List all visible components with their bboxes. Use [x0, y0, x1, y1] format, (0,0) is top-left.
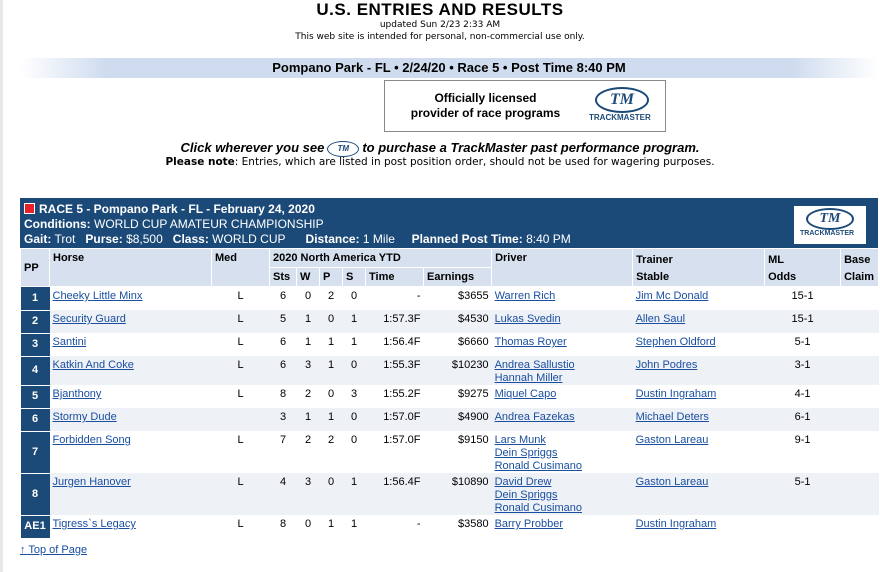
trackmaster-wordmark-small: TRACKMASTER [800, 230, 855, 237]
trainer-link[interactable]: John Podres [635, 359, 698, 371]
driver-link[interactable]: Dein Spriggs [494, 489, 558, 501]
places: 0 [327, 388, 335, 400]
starts: 8 [279, 388, 287, 400]
trainer-link[interactable]: Allen Saul [635, 313, 686, 325]
top-of-page-link[interactable]: ↑ Top of Page [20, 544, 88, 556]
race-purse: $8,500 [126, 232, 163, 246]
starts: 4 [270, 473, 297, 515]
driver-link[interactable]: Ronald Cusimano [494, 502, 582, 514]
morning-line-odds: 3-1 [765, 356, 841, 385]
morning-line-odds: 5-1 [794, 336, 811, 348]
shows: 0 [343, 408, 366, 431]
wins: 3 [297, 356, 320, 385]
driver-link[interactable]: Ronald Cusimano [494, 460, 582, 472]
medication: L [237, 290, 244, 302]
wins: 0 [304, 518, 312, 530]
table-row [21, 431, 879, 473]
trainer-link[interactable]: Gaston Lareau [635, 476, 709, 488]
base-claim [841, 333, 879, 356]
medication: L [237, 336, 244, 348]
post-position: 1 [21, 287, 50, 311]
shows: 0 [343, 356, 366, 385]
medication: L [237, 518, 244, 530]
morning-line-odds: 5-1 [765, 473, 841, 515]
starts: 3 [270, 408, 297, 431]
horse-link[interactable]: Santini [52, 336, 87, 348]
table-row [21, 310, 879, 333]
morning-line-odds: 4-1 [794, 388, 811, 400]
shows: 1 [343, 473, 366, 515]
wins: 1 [304, 336, 312, 348]
table-row [21, 515, 879, 538]
trackmaster-logo-small[interactable] [794, 206, 866, 244]
col-med: Med [212, 249, 270, 287]
best-time: 1:57.0F [366, 408, 424, 431]
col-p: P [320, 268, 343, 287]
post-position: 5 [21, 385, 50, 408]
best-time: 1:56.4F [383, 336, 421, 348]
table-row [21, 385, 879, 408]
driver-link[interactable]: Hannah Miller [494, 372, 563, 384]
col-pp: PP [21, 249, 50, 287]
table-row [21, 333, 879, 356]
medication: L [212, 356, 270, 385]
post-position: 4 [21, 356, 50, 385]
table-row [21, 287, 879, 311]
base-claim [841, 431, 879, 473]
wins: 0 [304, 290, 312, 302]
trackmaster-icon[interactable]: TM [327, 141, 359, 157]
page-title: U.S. ENTRIES AND RESULTS [316, 0, 564, 19]
earnings: $4900 [424, 408, 492, 431]
earnings: $9150 [457, 434, 489, 446]
licensed-provider-box[interactable] [384, 80, 666, 132]
horse-link[interactable]: Cheeky Little Minx [52, 290, 143, 302]
entries-table [20, 248, 879, 539]
starts: 6 [270, 356, 297, 385]
morning-line-odds [765, 515, 841, 538]
places: 1 [327, 336, 335, 348]
starts: 6 [279, 290, 287, 302]
race-header-box: RACE 5 - Pompano Park - FL - February 24, 2020 Conditions: WORLD CUP AMATEUR CHAMPIONSHIP Gait: Trot Purse: $8,500 Class: WORLD CUP Distance: 1 Mile Planned Post Time: 8:40 PM TM TRACKMASTER [20, 198, 878, 248]
trainer-link[interactable]: Michael Deters [635, 411, 709, 423]
race-gait: Trot [54, 232, 76, 246]
starts: 5 [270, 310, 297, 333]
wins: 3 [297, 473, 320, 515]
post-position: AE1 [21, 515, 50, 538]
base-claim [841, 408, 879, 431]
driver-link[interactable]: Barry Probber [494, 518, 564, 530]
driver-link[interactable]: David Drew [494, 476, 552, 488]
starts: 8 [279, 518, 287, 530]
shows: 1 [350, 518, 358, 530]
race-post-time: 8:40 PM [526, 232, 571, 246]
medication: L [212, 310, 270, 333]
places: 2 [327, 290, 335, 302]
best-time: - [416, 518, 421, 530]
post-position: 6 [21, 408, 50, 431]
post-position: 2 [21, 310, 50, 333]
morning-line-odds: 15-1 [765, 310, 841, 333]
driver-link[interactable]: Lars Munk [494, 434, 546, 446]
post-position: 8 [21, 473, 50, 515]
places: 2 [327, 434, 335, 446]
post-position: 3 [21, 333, 50, 356]
wins: 2 [304, 388, 312, 400]
shows: 3 [350, 388, 358, 400]
horse-link[interactable]: Forbidden Song [52, 434, 131, 446]
race-distance: 1 Mile [362, 232, 395, 246]
driver-link[interactable]: Thomas Royer [494, 336, 567, 348]
trainer-link[interactable]: Gaston Lareau [635, 434, 709, 446]
earnings: $4530 [424, 310, 492, 333]
earnings: $9275 [457, 388, 489, 400]
race-marker-icon [24, 203, 35, 214]
driver-link[interactable]: Lukas Svedin [494, 313, 561, 325]
trackmaster-wordmark: TRACKMASTER [589, 113, 651, 122]
earnings: $3580 [457, 518, 489, 530]
trainer-link[interactable]: Jim Mc Donald [635, 290, 709, 302]
driver-link[interactable]: Miquel Capo [494, 388, 557, 400]
driver-link[interactable]: Warren Rich [494, 290, 556, 302]
medication: L [237, 388, 244, 400]
disclaimer-text: This web site is intended for personal, non-commercial use only. [295, 32, 585, 42]
horse-link[interactable]: Katkin And Coke [52, 359, 134, 371]
best-time: 1:55.3F [366, 356, 424, 385]
col-s: S [343, 268, 366, 287]
starts: 7 [279, 434, 287, 446]
places: 1 [320, 408, 343, 431]
col-sts: Sts [270, 268, 297, 287]
wins: 1 [297, 408, 320, 431]
horse-link[interactable]: Tigress`s Legacy [52, 518, 136, 530]
licensed-provider-text: Officially licensed provider of race programs [410, 91, 561, 120]
col-ytd: 2020 North America YTD [270, 249, 492, 268]
earnings: $10890 [424, 473, 492, 515]
morning-line-odds: 15-1 [791, 290, 814, 302]
base-claim [841, 473, 879, 515]
left-border [0, 0, 3, 572]
table-row [21, 408, 879, 431]
trainer-link[interactable]: Dustin Ingraham [635, 518, 717, 530]
earnings: $6660 [457, 336, 489, 348]
col-horse: Horse [50, 249, 212, 287]
medication [212, 408, 270, 431]
base-claim [841, 356, 879, 385]
earnings: $10230 [424, 356, 492, 385]
best-time: 1:55.2F [383, 388, 421, 400]
wins: 2 [304, 434, 312, 446]
driver-link[interactable]: Andrea Fazekas [494, 411, 575, 423]
table-row [21, 473, 879, 515]
col-base-claim: Base Claim [841, 249, 879, 287]
shows: 0 [350, 434, 358, 446]
starts: 6 [279, 336, 287, 348]
race-info-bar: Pompano Park - FL • 2/24/20 • Race 5 • Post Time 8:40 PM [20, 58, 878, 78]
places: 1 [327, 518, 335, 530]
updated-timestamp: updated Sun 2/23 2:33 AM [379, 20, 501, 30]
base-claim [841, 385, 879, 408]
race-class: WORLD CUP [212, 232, 286, 246]
base-claim [841, 310, 879, 333]
morning-line-odds: 9-1 [794, 434, 811, 446]
base-claim [841, 515, 879, 538]
col-trainer-stable: Trainer Stable [633, 249, 765, 287]
earnings: $3655 [457, 290, 489, 302]
col-earnings: Earnings [424, 268, 492, 287]
medication: L [237, 434, 244, 446]
wagering-note: Please note: Entries, which are listed in post position order, should not be used for wagering purposes. [165, 156, 715, 168]
trackmaster-logo [585, 87, 661, 127]
race-heading: RACE 5 - Pompano Park - FL - February 24, 2020 [39, 202, 315, 216]
horse-link[interactable]: Bjanthony [52, 388, 102, 400]
places: 0 [320, 473, 343, 515]
best-time: 1:56.4F [366, 473, 424, 515]
morning-line-odds: 6-1 [765, 408, 841, 431]
post-position: 7 [21, 431, 50, 473]
purchase-instruction: Click wherever you see TM to purchase a TrackMaster past performance program. [180, 140, 700, 155]
col-ml-odds: ML Odds [765, 249, 841, 287]
tm-mark: TM [595, 87, 649, 113]
driver-link[interactable]: Andrea Sallustio [494, 359, 575, 371]
col-w: W [297, 268, 320, 287]
table-row [21, 356, 879, 385]
base-claim [841, 287, 879, 311]
places: 1 [320, 356, 343, 385]
col-driver: Driver [492, 249, 633, 287]
trainer-link[interactable]: Dustin Ingraham [635, 388, 717, 400]
race-conditions: WORLD CUP AMATEUR CHAMPIONSHIP [94, 217, 324, 231]
best-time: 1:57.0F [383, 434, 421, 446]
horse-link[interactable]: Jurgen Hanover [52, 476, 131, 488]
driver-link[interactable]: Dein Spriggs [494, 447, 558, 459]
places: 0 [320, 310, 343, 333]
horse-link[interactable]: Stormy Dude [52, 411, 117, 423]
trainer-link[interactable]: Stephen Oldford [635, 336, 716, 348]
shows: 1 [350, 336, 358, 348]
horse-link[interactable]: Security Guard [52, 313, 126, 325]
shows: 0 [350, 290, 358, 302]
wins: 1 [297, 310, 320, 333]
col-time: Time [366, 268, 424, 287]
medication: L [212, 473, 270, 515]
shows: 1 [343, 310, 366, 333]
tm-mark-small: TM [806, 208, 854, 230]
best-time: 1:57.3F [366, 310, 424, 333]
best-time: - [416, 290, 421, 302]
